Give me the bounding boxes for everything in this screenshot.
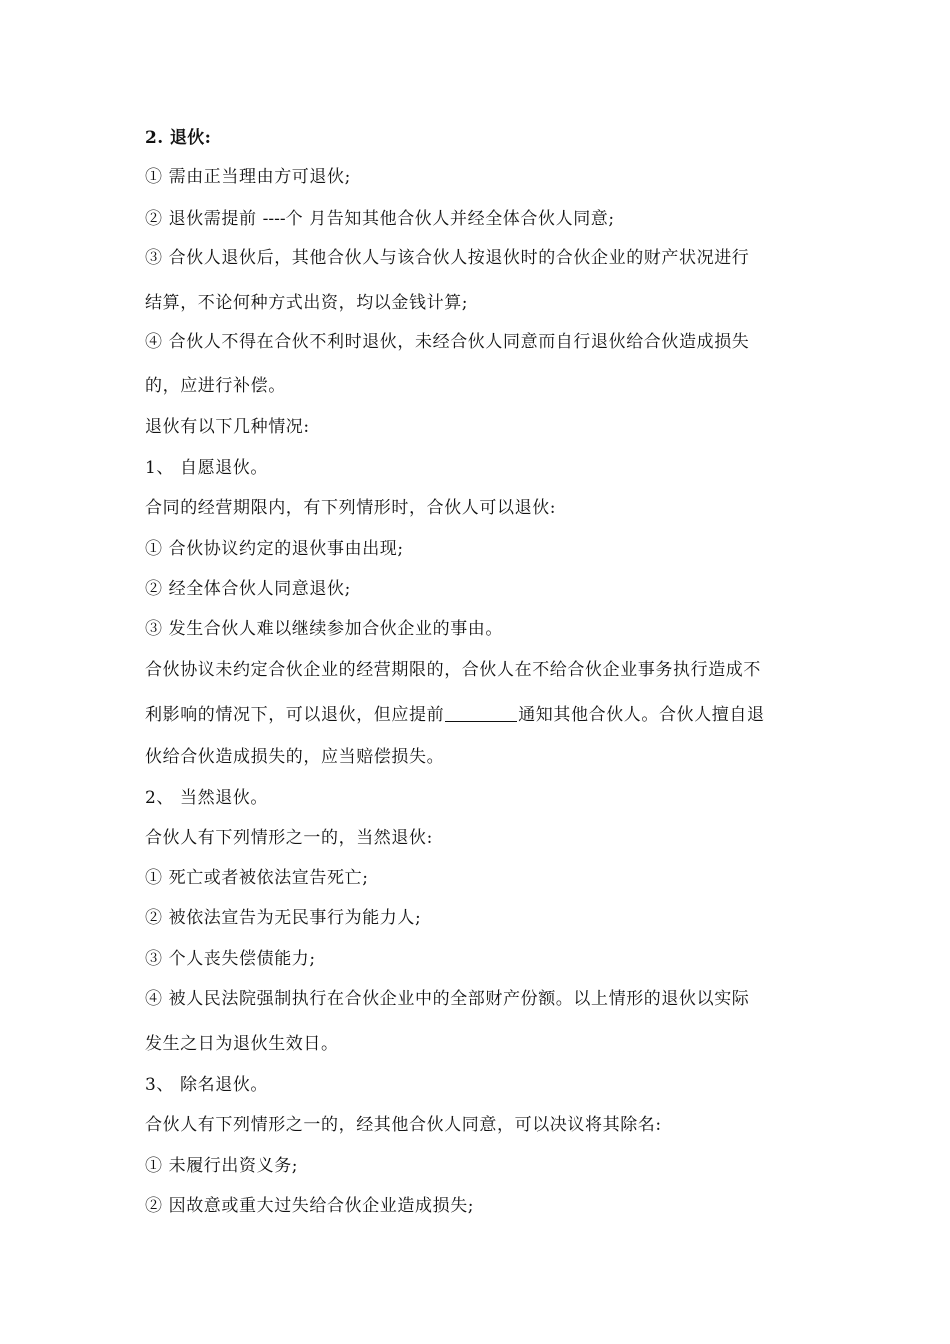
text-segment: ② 退伙需提前 [145, 209, 263, 229]
paragraph-line: ③ 发生合伙人难以继续参加合伙企业的事由。 [145, 619, 504, 639]
paragraph-line [145, 704, 815, 726]
paragraph-line: ② 因故意或重大过失给合伙企业造成损失; [145, 1196, 475, 1216]
paragraph-line [145, 208, 815, 230]
paragraph-line: ② 经全体合伙人同意退伙; [145, 579, 351, 599]
paragraph-line: 合伙人有下列情形之一的，当然退伙: [145, 828, 433, 848]
paragraph-line: ① 合伙协议约定的退伙事由出现; [145, 539, 404, 559]
paragraph-line: ① 未履行出资义务; [145, 1156, 299, 1176]
paragraph-line: ③ 个人丧失偿债能力; [145, 949, 316, 969]
paragraph-line: ③ 合伙人退伙后，其他合伙人与该合伙人按退伙时的合伙企业的财产状况进行 [145, 248, 750, 268]
paragraph-line: 退伙有以下几种情况: [145, 417, 310, 437]
paragraph-line: 的，应进行补偿。 [145, 376, 286, 396]
section-heading: 2. 退伙: [145, 128, 212, 148]
text-segment: 利影响的情况下，可以退伙，但应提前 [145, 705, 445, 725]
paragraph-line: 合同的经营期限内，有下列情形时，合伙人可以退伙: [145, 498, 557, 518]
fill-in-blank: ---- [262, 209, 286, 229]
paragraph-line: ④ 合伙人不得在合伙不利时退伙，未经合伙人同意而自行退伙给合伙造成损失 [145, 332, 750, 352]
list-heading: 3、 除名退伙。 [145, 1075, 269, 1095]
paragraph-line: ① 需由正当理由方可退伙; [145, 167, 351, 187]
list-heading: 2、 当然退伙。 [145, 788, 269, 808]
list-heading: 1、 自愿退伙。 [145, 458, 269, 478]
text-segment: 通知其他合伙人。合伙人擅自退 [518, 705, 765, 725]
paragraph-line: ② 被依法宣告为无民事行为能力人; [145, 908, 422, 928]
paragraph-line: 发生之日为退伙生效日。 [145, 1034, 339, 1054]
paragraph-line: 合伙协议未约定合伙企业的经营期限的，合伙人在不给合伙企业事务执行造成不 [145, 660, 761, 680]
paragraph-line: 结算，不论何种方式出资，均以金钱计算; [145, 293, 469, 313]
text-segment: 个 月告知其他合伙人并经全体合伙人同意; [285, 209, 615, 229]
paragraph-line: ① 死亡或者被依法宣告死亡; [145, 868, 369, 888]
fill-in-blank [445, 705, 517, 722]
paragraph-line: 伙给合伙造成损失的，应当赔偿损失。 [145, 747, 445, 767]
paragraph-line: ④ 被人民法院强制执行在合伙企业中的全部财产份额。以上情形的退伙以实际 [145, 989, 750, 1009]
paragraph-line: 合伙人有下列情形之一的，经其他合伙人同意，可以决议将其除名: [145, 1115, 662, 1135]
